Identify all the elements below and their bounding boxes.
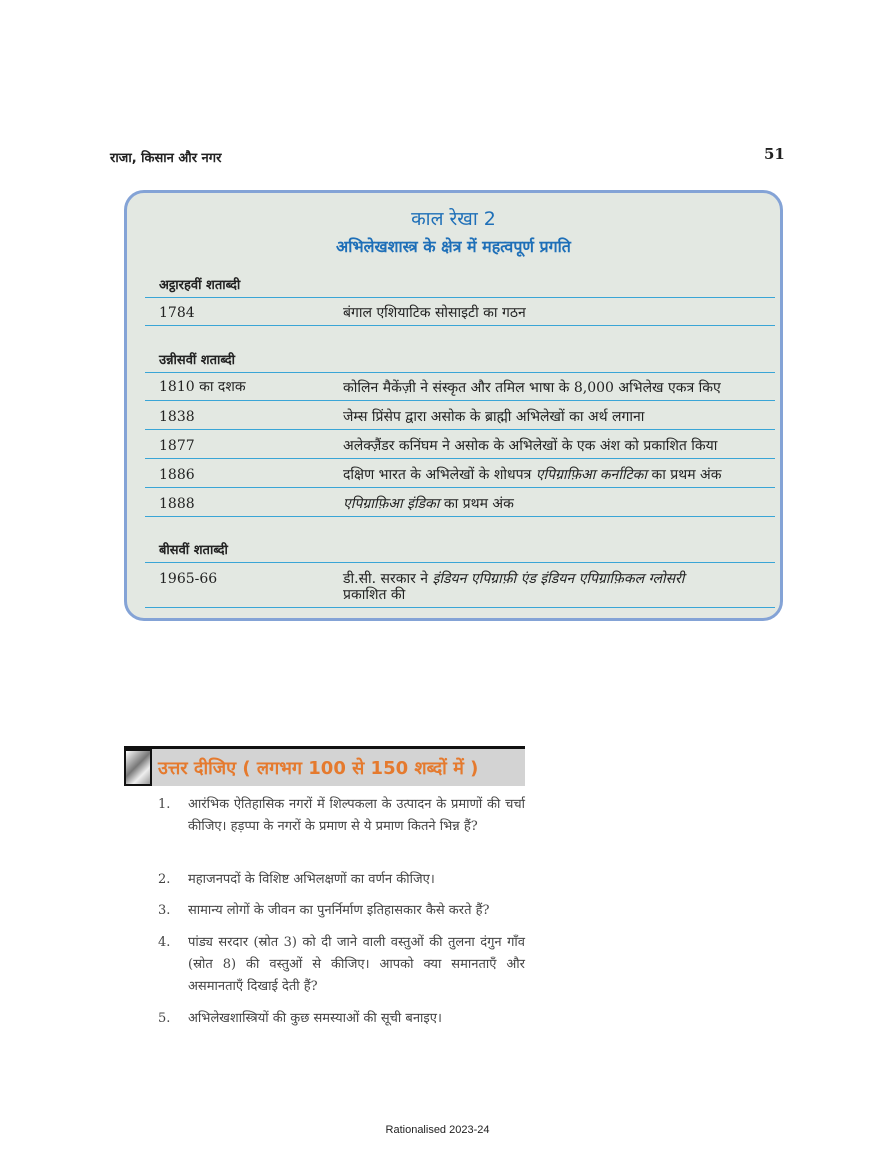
- timeline-row: 1810 का दशक कोलिन मैकेंज़ी ने संस्कृत और तमिल भाषा के 8,000 अभिलेख एकत्र किए: [145, 373, 775, 401]
- page-number: 51: [764, 145, 785, 163]
- pen-icon: [124, 749, 152, 786]
- question-item: 4. पांड्य सरदार (स्रोत 3) को दी जाने वाली वस्तुओं की तुलना दंगुन गाँव (स्रोत 8) की वस्तुओं से कीजिए। आपको क्या समानताएँ और असमानताएँ दिखाई देती हैं?: [158, 935, 525, 994]
- timeline-row: 1784 बंगाल एशियाटिक सोसाइटी का गठन: [145, 298, 775, 326]
- section-heading: उन्नीसवीं शताब्दी: [145, 343, 775, 373]
- footer-note: Rationalised 2023-24: [385, 1124, 490, 1136]
- question-item: 5. अभिलेखशास्त्रियों की कुछ समस्याओं की सूची बनाइए।: [158, 1011, 442, 1026]
- timeline-box: [124, 190, 783, 621]
- timeline-row: 1965-66 डी.सी. सरकार ने इंडियन एपिग्राफ़ी एंड इंडियन एपिग्राफ़िकल ग्लोसरी प्रकाशित की: [145, 563, 775, 608]
- timeline-title: काल रेखा 2: [411, 208, 496, 230]
- timeline-subtitle: अभिलेखशास्त्र के क्षेत्र में महत्वपूर्ण प्रगति: [336, 237, 571, 256]
- running-title: राजा, किसान और नगर: [110, 151, 222, 166]
- questions-heading: उत्तर दीजिए ( लगभग 100 से 150 शब्दों में ): [158, 758, 479, 779]
- question-item: 1. आरंभिक ऐतिहासिक नगरों में शिल्पकला के उत्पादन के प्रमाणों की चर्चा कीजिए। हड़प्पा के नगरों के प्रमाण से ये प्रमाण कितने भिन्न हैं?: [158, 797, 525, 834]
- question-item: 2. महाजनपदों के विशिष्ट अभिलक्षणों का वर्णन कीजिए।: [158, 872, 435, 887]
- timeline-row: 1838 जेम्स प्रिंसेप द्वारा असोक के ब्राह्मी अभिलेखों का अर्थ लगाना: [145, 401, 775, 430]
- timeline-row: 1877 अलेक्ज़ैंडर कनिंघम ने असोक के अभिलेखों के एक अंश को प्रकाशित किया: [145, 430, 775, 459]
- timeline-row: 1886 दक्षिण भारत के अभिलेखों के शोधपत्र एपिग्राफ़िआ कर्नाटिका का प्रथम अंक: [145, 459, 775, 488]
- question-item: 3. सामान्य लोगों के जीवन का पुनर्निर्माण इतिहासकार कैसे करते हैं?: [158, 903, 490, 918]
- section-heading: अट्ठारहवीं शताब्दी: [145, 271, 775, 298]
- timeline-row: 1888 एपिग्राफ़िआ इंडिका का प्रथम अंक: [145, 488, 775, 517]
- section-heading: बीसवीं शताब्दी: [145, 533, 775, 563]
- questions-header: [124, 746, 525, 786]
